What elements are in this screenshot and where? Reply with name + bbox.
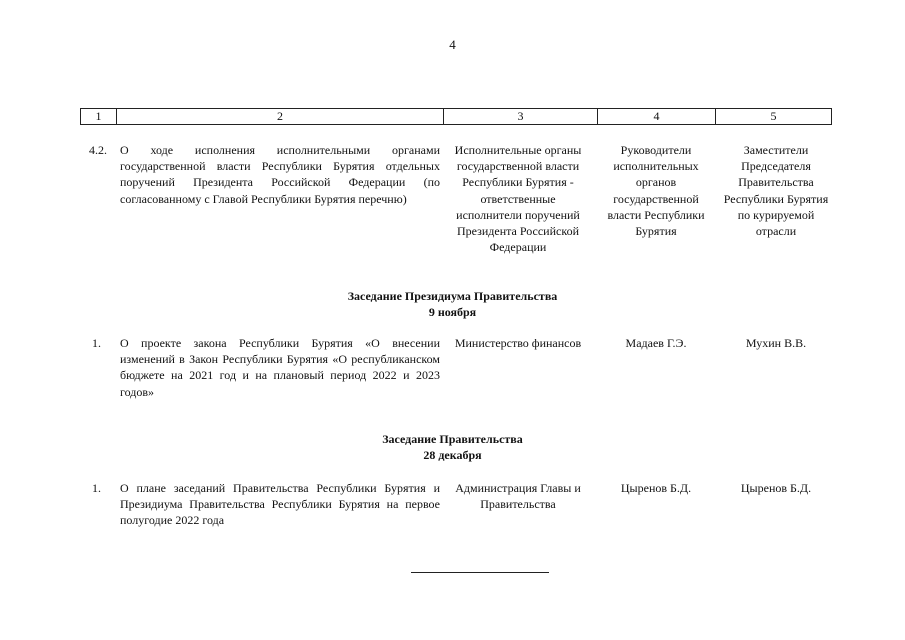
header-col-5: 5 [770,109,777,123]
row-leader: Цыренов Б.Д. [620,481,692,495]
section-date: 28 декабря [423,448,482,462]
row-deputy: Цыренов Б.Д. [740,481,812,495]
row-deputy: Мухин В.В. [745,336,807,350]
header-col-3: 3 [444,109,598,124]
row-responsible: Администрация Главы и Правительства [455,481,581,512]
section-title: Заседание Правительства [382,432,523,446]
header-col-1: 1 [81,109,117,124]
table-header-row [80,108,832,125]
section-title: Заседание Президиума Правительства [347,289,558,303]
row-description: О ходе исполнения исполнительными органами государственной власти Республики Бурятия отдельных поручений Президента Российской Федерации (по согласованному с Главой Республики Бурятия перечню) [120,143,440,206]
header-col-2: 2 [117,109,444,124]
row-responsible: Министерство финансов [454,336,582,350]
row-number: 4.2. [89,143,107,157]
page-number: 4 [449,37,456,52]
bottom-divider [411,572,549,573]
row-number: 1. [92,481,101,495]
row-leaders: Руководители исполнительных органов государственной власти Республики Бурятия [607,143,705,239]
row-responsible: Исполнительные органы государственной власти Республики Бурятия - ответственные исполнители поручений Президента Российской Федерации [454,143,582,255]
row-description: О плане заседаний Правительства Республики Бурятия и Президиума Правительства Республики Бурятия на первое полугодие 2022 года [120,481,440,528]
row-description: О проекте закона Республики Бурятия «О внесении изменений в Закон Республики Бурятия «О республиканском бюджете на 2021 год и на плановый период 2022 и 2023 годов» [120,336,440,399]
section-date: 9 ноября [428,305,477,319]
row-number: 1. [92,336,101,350]
row-deputies: Заместители Председателя Правительства Республики Бурятия по курируемой отрасли [723,143,829,239]
header-col-4: 4 [598,109,716,124]
row-leader: Мадаев Г.Э. [625,336,687,350]
